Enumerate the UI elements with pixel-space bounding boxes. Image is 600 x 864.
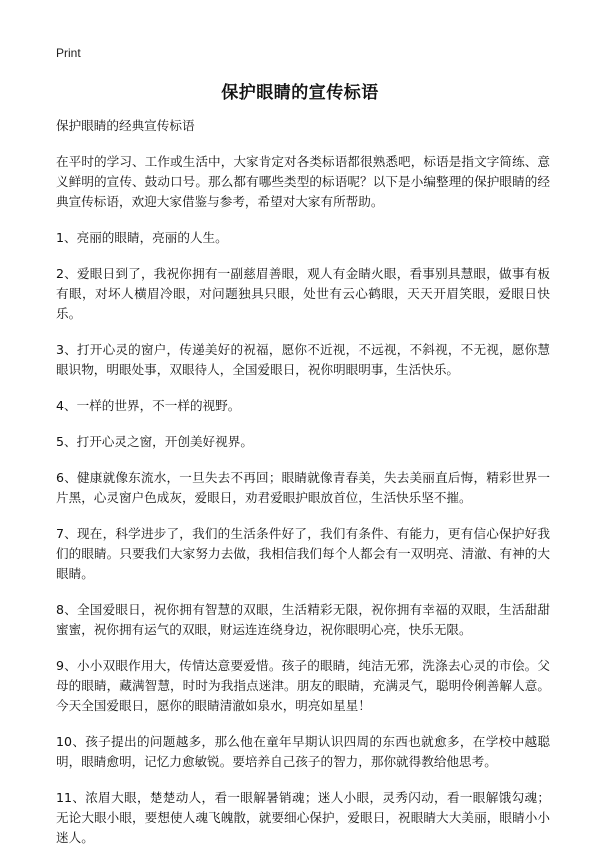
article-subtitle: 保护眼睛的经典宣传标语	[56, 118, 195, 133]
slogan-item: 7、现在，科学进步了，我们的生活条件好了，我们有条件、有能力，更有信心保护好我们的眼睛。只要我们大家努力去做，我相信我们每个人都会有一双明亮、清澈、有神的大眼睛。	[56, 526, 550, 581]
slogan-item: 4、一样的世界，不一样的视野。	[56, 398, 241, 413]
slogan-item: 6、健康就像东流水，一旦失去不再回；眼睛就像青春美，失去美丽直后悔，精彩世界一片黑，心灵窗户色成灰，爱眼日，劝君爱眼护眼放首位，生活快乐坚不摧。	[56, 470, 550, 505]
slogan-item: 9、小小双眼作用大，传情达意要爱惜。孩子的眼睛，纯洁无邪，洗涤去心灵的市侩。父母的眼睛，藏满智慧，时时为我指点迷津。朋友的眼睛，充满灵气，聪明伶俐善解人意。今天全国爱眼日，愿你的眼睛清澈如泉水，明亮如星星！	[56, 658, 550, 713]
page-title: 保护眼睛的宣传标语	[221, 83, 379, 103]
slogan-item: 2、爱眼日到了，我祝你拥有一副慈眉善眼，观人有金睛火眼，看事别具慧眼，做事有板有眼，对坏人横眉冷眼，对问题独具只眼，处世有云心鹤眼，天天开眉笑眼，爱眼日快乐。	[56, 266, 550, 321]
print-label: Print	[56, 46, 81, 60]
slogan-item: 11、浓眉大眼，楚楚动人，看一眼解暑销魂；迷人小眼，灵秀闪动，看一眼解饿勾魂；无论大眼小眼，要想使人魂飞魄散，就要细心保护，爱眼日，祝眼睛大大美丽，眼睛小小迷人。	[56, 790, 550, 845]
intro-paragraph: 在平时的学习、工作或生活中，大家肯定对各类标语都很熟悉吧，标语是指文字简练、意义鲜明的宣传、鼓动口号。那么都有哪些类型的标语呢？以下是小编整理的保护眼睛的经典宣传标语，欢迎大家借鉴与参考，希望对大家有所帮助。	[56, 154, 550, 209]
slogan-item: 10、孩子提出的问题越多，那么他在童年早期认识四周的东西也就愈多，在学校中越聪明，眼睛愈明，记忆力愈敏锐。要培养自己孩子的智力，那你就得教给他思考。	[56, 734, 550, 769]
slogan-item: 3、打开心灵的窗户，传递美好的祝福，愿你不近视，不远视，不斜视，不无视，愿你慧眼识物，明眼处事，双眼待人，全国爱眼日，祝你明眼明事，生活快乐。	[56, 342, 550, 377]
article-body	[56, 116, 550, 864]
slogan-item: 8、全国爱眼日，祝你拥有智慧的双眼，生活精彩无限，祝你拥有幸福的双眼，生活甜甜蜜蜜，祝你拥有运气的双眼，财运连连绕身边，祝你眼明心亮，快乐无限。	[56, 602, 550, 637]
slogan-item: 1、亮丽的眼睛，亮丽的人生。	[56, 230, 228, 245]
slogan-item: 5、打开心灵之窗，开创美好视界。	[56, 434, 253, 449]
